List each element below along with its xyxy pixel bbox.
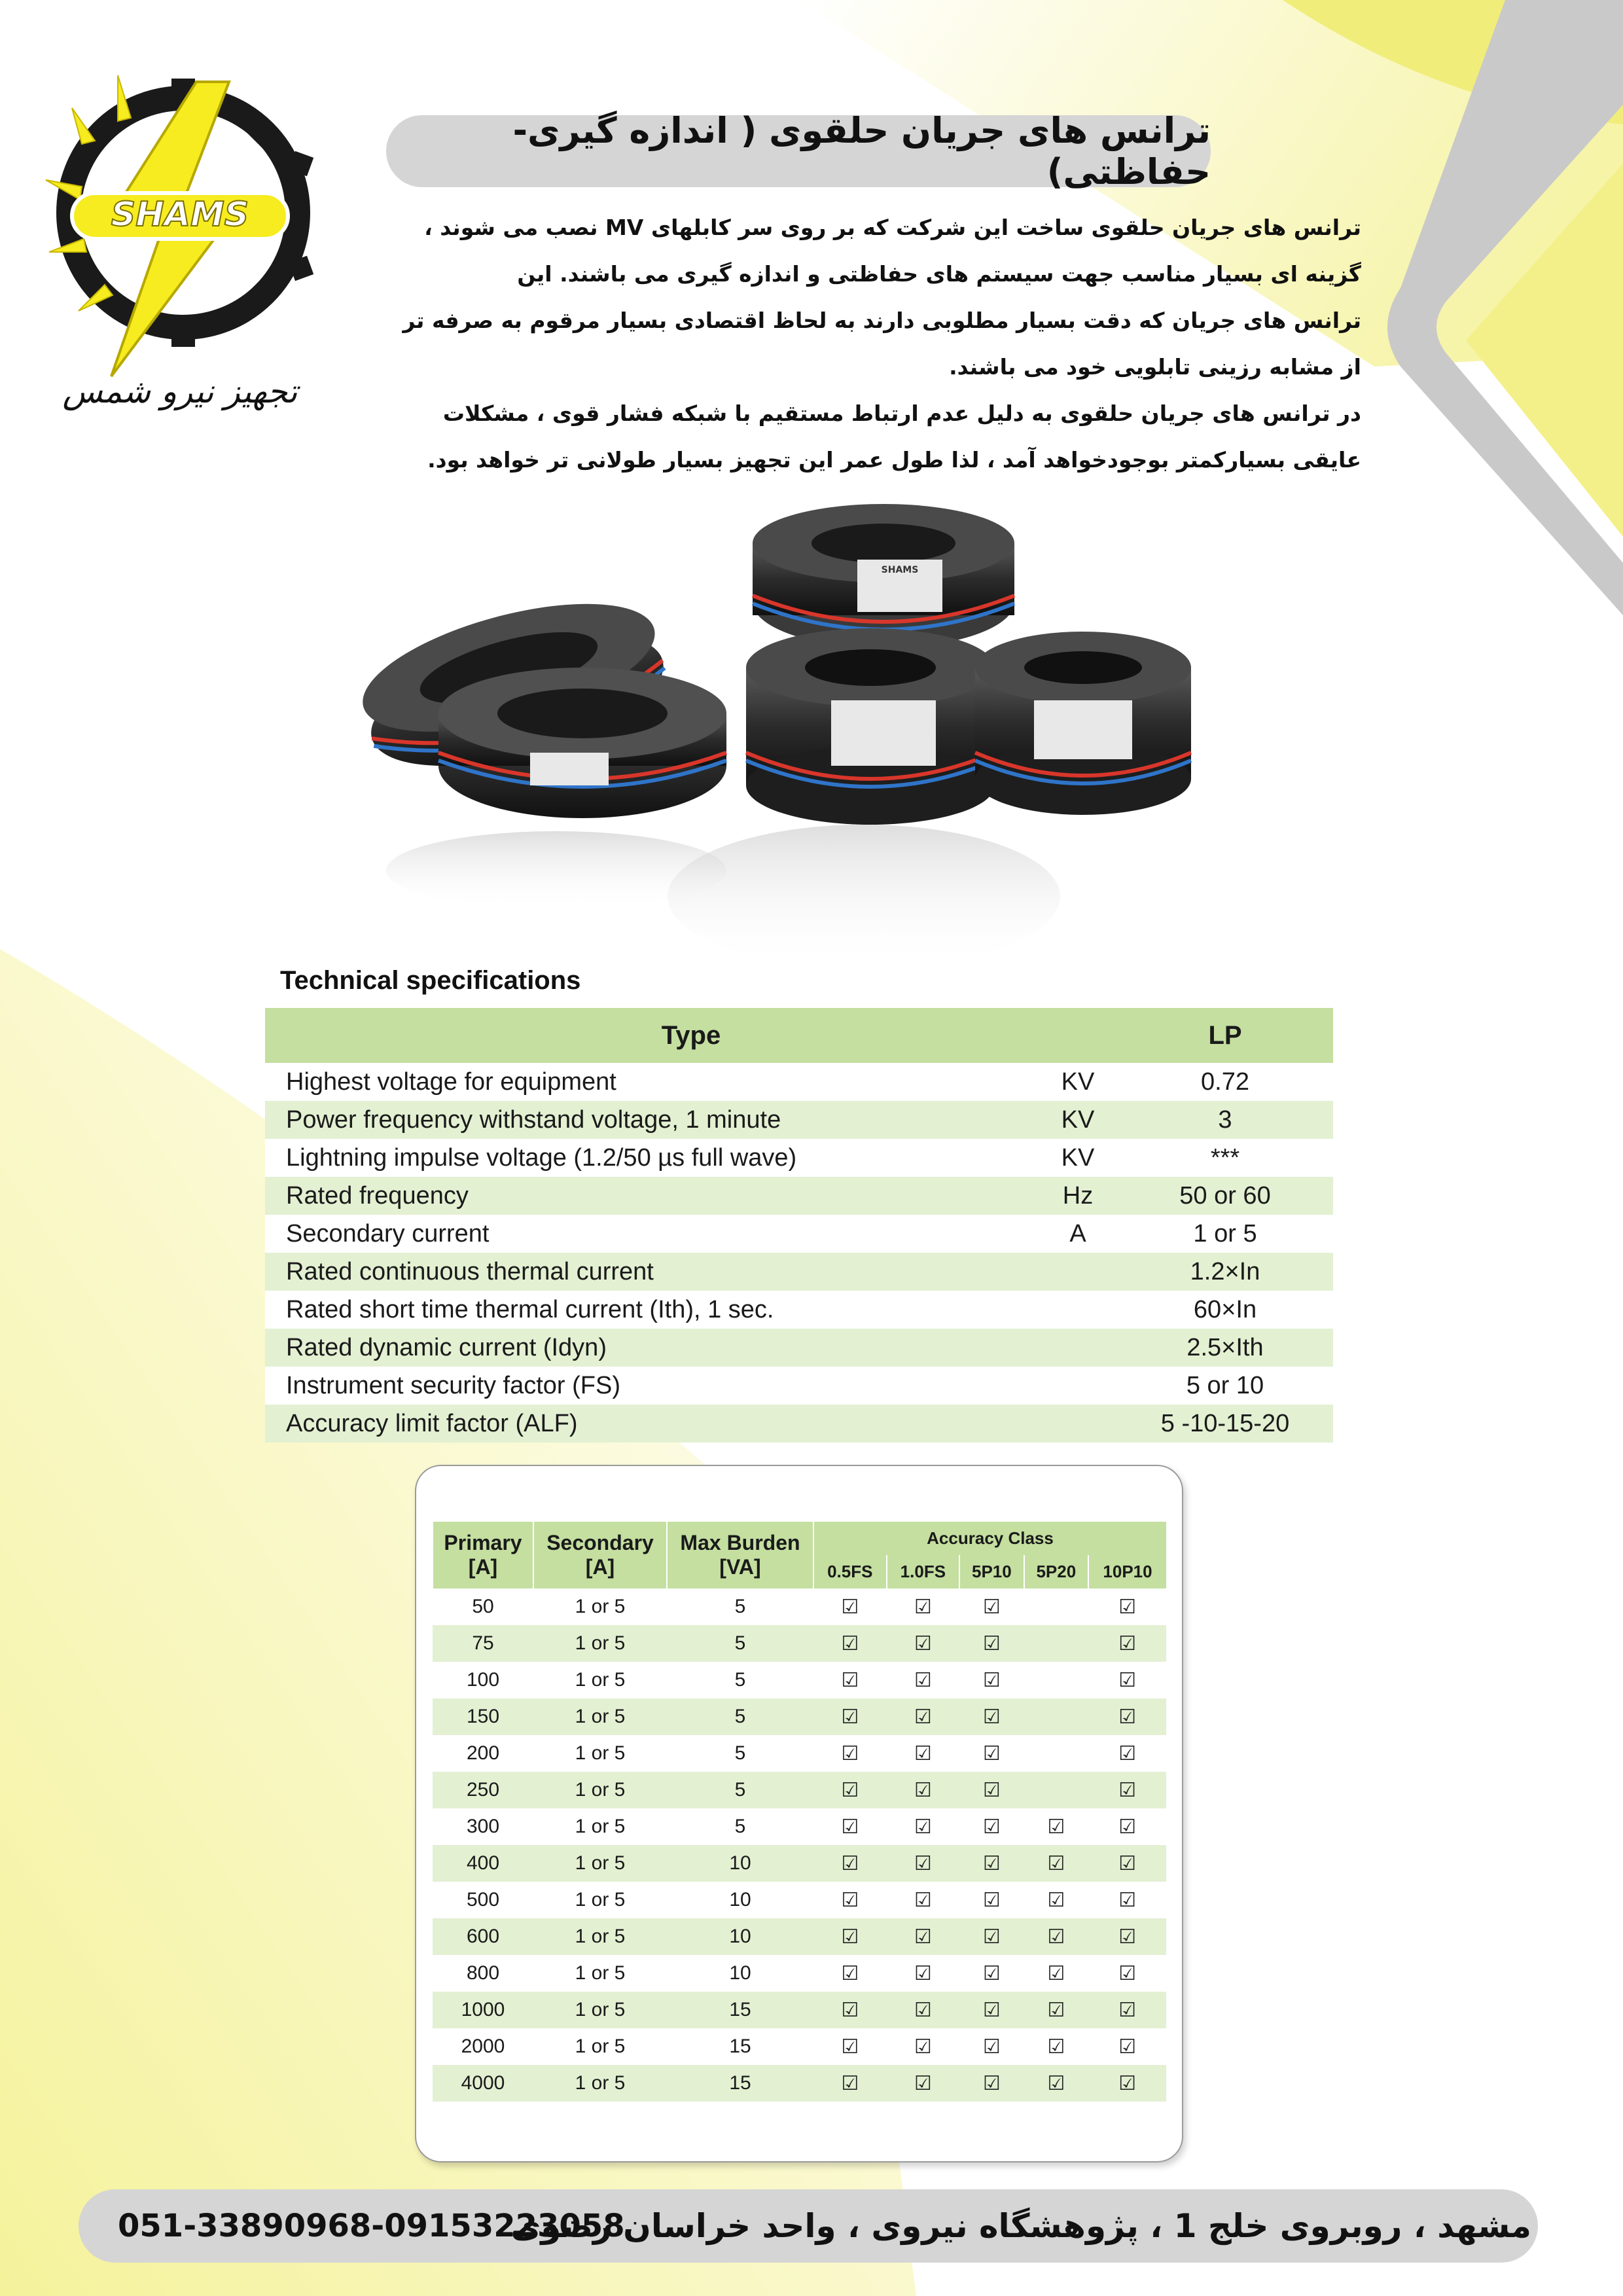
logo-persian-name: تجهیز نیرو شمس — [62, 372, 298, 410]
checkbox-checked-icon: ☑ — [841, 1705, 859, 1729]
spec-value: *** — [1117, 1139, 1333, 1177]
checkbox-checked-icon: ☑ — [841, 1632, 859, 1655]
checkbox-checked-icon: ☑ — [1118, 1632, 1136, 1655]
checkbox-checked-icon: ☑ — [1118, 2072, 1136, 2095]
cell-class-check — [1024, 1772, 1088, 1808]
spec-name: Rated continuous thermal current — [265, 1253, 1039, 1291]
checkbox-checked-icon: ☑ — [914, 1925, 932, 1948]
cell-secondary: 1 or 5 — [533, 1845, 667, 1882]
spec-row — [265, 1177, 1333, 1215]
cell-class-check — [1088, 1772, 1166, 1808]
spec-name: Highest voltage for equipment — [265, 1063, 1039, 1101]
accuracy-row — [433, 1662, 1166, 1698]
logo-brand-text: SHAMS — [111, 195, 249, 234]
cell-burden: 5 — [667, 1588, 813, 1625]
checkbox-checked-icon: ☑ — [982, 1925, 1001, 1948]
checkbox-checked-icon: ☑ — [1118, 1778, 1136, 1802]
cell-class-check — [887, 1918, 960, 1955]
brand-banner — [72, 193, 288, 239]
ct-coil-1 — [753, 504, 1014, 648]
cell-secondary: 1 or 5 — [533, 1588, 667, 1625]
cell-primary: 200 — [433, 1735, 533, 1772]
checkbox-checked-icon: ☑ — [1118, 2035, 1136, 2058]
cell-class-check — [959, 1808, 1024, 1845]
header-burden — [667, 1522, 813, 1588]
cell-class-check — [1088, 2028, 1166, 2065]
footer-phone: 051-33890968-09153223058 — [118, 2208, 625, 2244]
cell-primary: 4000 — [433, 2065, 533, 2102]
cell-primary: 600 — [433, 1918, 533, 1955]
svg-text:SHAMS: SHAMS — [881, 565, 919, 575]
accuracy-row — [433, 1808, 1166, 1845]
checkbox-checked-icon: ☑ — [1118, 1815, 1136, 1839]
shams-logo — [33, 62, 321, 429]
cell-class-check — [1024, 1882, 1088, 1918]
accuracy-row — [433, 1698, 1166, 1735]
spec-unit: KV — [1039, 1101, 1117, 1139]
cell-class-check — [1088, 2065, 1166, 2102]
checkbox-checked-icon: ☑ — [982, 1742, 1001, 1765]
cell-class-check — [1024, 2065, 1088, 2102]
cell-burden: 15 — [667, 2065, 813, 2102]
cell-class-check — [1024, 2028, 1088, 2065]
checkbox-checked-icon: ☑ — [1118, 1962, 1136, 1985]
cell-class-check — [1024, 1698, 1088, 1735]
cell-burden: 10 — [667, 1845, 813, 1882]
spec-row — [265, 1215, 1333, 1253]
checkbox-checked-icon: ☑ — [914, 1595, 932, 1619]
accuracy-row — [433, 1992, 1166, 2028]
checkbox-checked-icon: ☑ — [841, 2035, 859, 2058]
cell-class-check — [887, 2028, 960, 2065]
cell-burden: 10 — [667, 1882, 813, 1918]
cell-primary: 50 — [433, 1588, 533, 1625]
header-secondary-label: Secondary — [546, 1531, 654, 1554]
cell-class-check — [1088, 1662, 1166, 1698]
header-accuracy-class: Accuracy Class — [813, 1522, 1166, 1555]
intro-line: در ترانس های جریان حلقوی به دلیل عدم ارتباط مستقیم با شبکه فشار قوی ، مشکلات — [442, 401, 1361, 426]
spec-value: 3 — [1117, 1101, 1333, 1139]
checkbox-checked-icon: ☑ — [914, 2072, 932, 2095]
intro-line: از مشابه رزینی تابلویی خود می باشند. — [949, 354, 1361, 380]
cell-secondary: 1 or 5 — [533, 1625, 667, 1662]
cell-secondary: 1 or 5 — [533, 2028, 667, 2065]
checkbox-checked-icon: ☑ — [982, 1888, 1001, 1912]
spec-value: 1 or 5 — [1117, 1215, 1333, 1253]
cell-class-check — [887, 1772, 960, 1808]
spec-body — [265, 1063, 1333, 1443]
cell-class-check — [959, 2028, 1024, 2065]
spec-unit — [1039, 1367, 1117, 1405]
cell-class-check — [1088, 1588, 1166, 1625]
cell-burden: 5 — [667, 1808, 813, 1845]
cell-class-check — [1024, 1992, 1088, 2028]
checkbox-checked-icon: ☑ — [841, 1778, 859, 1802]
cell-primary: 75 — [433, 1625, 533, 1662]
spec-name: Rated dynamic current (Idyn) — [265, 1329, 1039, 1367]
checkbox-checked-icon: ☑ — [914, 1998, 932, 2022]
cell-burden: 5 — [667, 1698, 813, 1735]
checkbox-checked-icon: ☑ — [841, 1852, 859, 1875]
checkbox-checked-icon: ☑ — [1047, 2035, 1065, 2058]
checkbox-checked-icon: ☑ — [1047, 1888, 1065, 1912]
cell-burden: 10 — [667, 1918, 813, 1955]
checkbox-checked-icon: ☑ — [982, 2072, 1001, 2095]
checkbox-checked-icon: ☑ — [1118, 1925, 1136, 1948]
spec-value: 60×In — [1117, 1291, 1333, 1329]
checkbox-checked-icon: ☑ — [841, 1595, 859, 1619]
cell-primary: 2000 — [433, 2028, 533, 2065]
cell-primary: 250 — [433, 1772, 533, 1808]
cell-primary: 150 — [433, 1698, 533, 1735]
cell-class-check — [887, 1625, 960, 1662]
checkbox-checked-icon: ☑ — [1118, 1998, 1136, 2022]
checkbox-checked-icon: ☑ — [1047, 1998, 1065, 2022]
cell-class-check — [887, 1955, 960, 1992]
cell-secondary: 1 or 5 — [533, 2065, 667, 2102]
cell-primary: 500 — [433, 1882, 533, 1918]
spec-name: Lightning impulse voltage (1.2/50 µs full wave) — [265, 1139, 1039, 1177]
footer-address: مشهد ، روبروی خلج 1 ، پژوهشگاه نیروی ، واحد خراسان رضوی — [510, 2207, 1531, 2245]
cell-class-check — [813, 1882, 887, 1918]
checkbox-checked-icon: ☑ — [914, 1632, 932, 1655]
checkbox-checked-icon: ☑ — [914, 1742, 932, 1765]
cell-class-check — [1024, 1735, 1088, 1772]
cell-class-check — [887, 1698, 960, 1735]
checkbox-checked-icon: ☑ — [982, 1778, 1001, 1802]
checkbox-checked-icon: ☑ — [982, 1632, 1001, 1655]
cell-class-check — [1088, 1882, 1166, 1918]
spec-name: Secondary current — [265, 1215, 1039, 1253]
spec-unit — [1039, 1329, 1117, 1367]
header-primary — [433, 1522, 533, 1588]
cell-class-check — [959, 1662, 1024, 1698]
spec-row — [265, 1329, 1333, 1367]
checkbox-checked-icon: ☑ — [1118, 1668, 1136, 1692]
cell-class-check — [887, 1662, 960, 1698]
header-secondary — [533, 1522, 667, 1588]
cell-burden: 5 — [667, 1772, 813, 1808]
cell-burden: 10 — [667, 1955, 813, 1992]
cell-class-check — [1024, 1808, 1088, 1845]
spec-row — [265, 1101, 1333, 1139]
cell-class-check — [813, 1662, 887, 1698]
intro-line: گزینه ای بسیار مناسب جهت سیستم های حفاظتی و اندازه گیری می باشند. این — [517, 261, 1361, 287]
cell-class-check — [1088, 1845, 1166, 1882]
spec-unit: A — [1039, 1215, 1117, 1253]
cell-secondary: 1 or 5 — [533, 1772, 667, 1808]
cell-class-check — [813, 1625, 887, 1662]
checkbox-checked-icon: ☑ — [982, 1852, 1001, 1875]
accuracy-row — [433, 1918, 1166, 1955]
checkbox-checked-icon: ☑ — [914, 1778, 932, 1802]
cell-class-check — [887, 1882, 960, 1918]
checkbox-checked-icon: ☑ — [1118, 1888, 1136, 1912]
cell-class-check — [959, 1698, 1024, 1735]
checkbox-checked-icon: ☑ — [982, 2035, 1001, 2058]
cell-class-check — [1024, 1625, 1088, 1662]
cell-class-check — [1088, 1918, 1166, 1955]
cell-class-check — [813, 1992, 887, 2028]
spec-value: 5 -10-15-20 — [1117, 1405, 1333, 1443]
cell-burden: 5 — [667, 1662, 813, 1698]
cell-secondary: 1 or 5 — [533, 1662, 667, 1698]
accuracy-row — [433, 1588, 1166, 1625]
cell-class-check — [1024, 1662, 1088, 1698]
page-title — [386, 110, 1211, 192]
cell-burden: 5 — [667, 1735, 813, 1772]
cell-secondary: 1 or 5 — [533, 1992, 667, 2028]
checkbox-checked-icon: ☑ — [914, 1888, 932, 1912]
header-primary-unit: [A] — [468, 1555, 498, 1579]
spec-value: 1.2×In — [1117, 1253, 1333, 1291]
header-class-05fs: 0.5FS — [813, 1555, 887, 1588]
cell-class-check — [813, 1588, 887, 1625]
spec-row — [265, 1253, 1333, 1291]
checkbox-checked-icon: ☑ — [1118, 1705, 1136, 1729]
cell-primary: 1000 — [433, 1992, 533, 2028]
page-title-text: ترانس های جریان حلقوی ( اندازه گیری- حفاظتی) — [512, 110, 1211, 192]
cell-class-check — [1088, 1735, 1166, 1772]
checkbox-checked-icon: ☑ — [841, 1815, 859, 1839]
cell-class-check — [959, 1625, 1024, 1662]
cell-class-check — [959, 1918, 1024, 1955]
checkbox-checked-icon: ☑ — [841, 1888, 859, 1912]
spec-table — [265, 1008, 1333, 1443]
cell-class-check — [959, 1955, 1024, 1992]
cell-class-check — [959, 1882, 1024, 1918]
cell-burden: 15 — [667, 2028, 813, 2065]
checkbox-checked-icon: ☑ — [841, 1998, 859, 2022]
checkbox-checked-icon: ☑ — [982, 1962, 1001, 1985]
ct-coil-5 — [975, 632, 1191, 815]
accuracy-body — [433, 1588, 1166, 2102]
spec-value: 50 or 60 — [1117, 1177, 1333, 1215]
cell-class-check — [1024, 1918, 1088, 1955]
checkbox-checked-icon: ☑ — [914, 1705, 932, 1729]
cell-class-check — [1024, 1955, 1088, 1992]
spec-row — [265, 1063, 1333, 1101]
accuracy-header-row — [433, 1522, 1166, 1555]
cell-class-check — [1088, 1625, 1166, 1662]
spec-name: Power frequency withstand voltage, 1 minute — [265, 1101, 1039, 1139]
accuracy-row — [433, 1625, 1166, 1662]
spec-row — [265, 1367, 1333, 1405]
spec-row — [265, 1139, 1333, 1177]
cell-class-check — [887, 1588, 960, 1625]
cell-class-check — [813, 1808, 887, 1845]
checkbox-checked-icon: ☑ — [1047, 1852, 1065, 1875]
spec-name: Rated frequency — [265, 1177, 1039, 1215]
checkbox-checked-icon: ☑ — [841, 1742, 859, 1765]
checkbox-checked-icon: ☑ — [982, 1595, 1001, 1619]
checkbox-checked-icon: ☑ — [841, 1668, 859, 1692]
cell-class-check — [1024, 1845, 1088, 1882]
checkbox-checked-icon: ☑ — [982, 1998, 1001, 2022]
cell-class-check — [1088, 1698, 1166, 1735]
spec-value: 5 or 10 — [1117, 1367, 1333, 1405]
cell-burden: 5 — [667, 1625, 813, 1662]
cell-secondary: 1 or 5 — [533, 1808, 667, 1845]
accuracy-row — [433, 1882, 1166, 1918]
cell-secondary: 1 or 5 — [533, 1735, 667, 1772]
checkbox-checked-icon: ☑ — [914, 1668, 932, 1692]
checkbox-checked-icon: ☑ — [841, 2072, 859, 2095]
checkbox-checked-icon: ☑ — [1047, 1815, 1065, 1839]
cell-class-check — [813, 2065, 887, 2102]
accuracy-row — [433, 1735, 1166, 1772]
accuracy-row — [433, 1955, 1166, 1992]
accuracy-table — [432, 1522, 1166, 2102]
cell-primary: 100 — [433, 1662, 533, 1698]
cell-class-check — [813, 2028, 887, 2065]
cell-secondary: 1 or 5 — [533, 1955, 667, 1992]
checkbox-checked-icon: ☑ — [914, 2035, 932, 2058]
header-class-5p20: 5P20 — [1024, 1555, 1088, 1588]
cell-class-check — [959, 1588, 1024, 1625]
spec-value: 2.5×Ith — [1117, 1329, 1333, 1367]
spec-value: 0.72 — [1117, 1063, 1333, 1101]
cell-class-check — [813, 1918, 887, 1955]
cell-class-check — [887, 1992, 960, 2028]
checkbox-checked-icon: ☑ — [1047, 2072, 1065, 2095]
cell-burden: 15 — [667, 1992, 813, 2028]
checkbox-checked-icon: ☑ — [1118, 1852, 1136, 1875]
checkbox-checked-icon: ☑ — [1047, 1962, 1065, 1985]
spec-header-row — [265, 1008, 1333, 1063]
intro-paragraph — [327, 204, 1361, 483]
cell-class-check — [887, 2065, 960, 2102]
cell-class-check — [813, 1772, 887, 1808]
cell-class-check — [959, 1845, 1024, 1882]
spec-row — [265, 1291, 1333, 1329]
checkbox-checked-icon: ☑ — [1047, 1925, 1065, 1948]
intro-line: عایقی بسیارکمتر بوجودخواهد آمد ، لذا طول عمر این تجهیز بسیار طولانی تر خواهد بود. — [427, 447, 1361, 473]
cell-class-check — [813, 1955, 887, 1992]
spec-name: Rated short time thermal current (Ith), 1 sec. — [265, 1291, 1039, 1329]
cell-primary: 300 — [433, 1808, 533, 1845]
cell-class-check — [1088, 1808, 1166, 1845]
ct-coil-4 — [746, 628, 995, 825]
checkbox-checked-icon: ☑ — [1118, 1595, 1136, 1619]
cell-class-check — [887, 1808, 960, 1845]
spec-unit — [1039, 1405, 1117, 1443]
cell-class-check — [959, 1992, 1024, 2028]
spec-header-type: Type — [265, 1008, 1117, 1063]
spec-unit — [1039, 1291, 1117, 1329]
ct-coil-3 — [438, 668, 726, 818]
spec-unit: KV — [1039, 1063, 1117, 1101]
checkbox-checked-icon: ☑ — [914, 1815, 932, 1839]
spec-unit — [1039, 1253, 1117, 1291]
intro-line: ترانس های جریان حلقوی ساخت این شرکت که بر روی سر کابلهای MV نصب می شوند ، — [424, 215, 1361, 240]
cell-class-check — [959, 1735, 1024, 1772]
cell-primary: 800 — [433, 1955, 533, 1992]
spec-name: Instrument security factor (FS) — [265, 1367, 1039, 1405]
checkbox-checked-icon: ☑ — [1118, 1742, 1136, 1765]
intro-line: ترانس های جریان که دقت بسیار مطلوبی دارند به لحاظ اقتصادی بسیار مرقوم به صرفه تر — [402, 308, 1361, 333]
cell-primary: 400 — [433, 1845, 533, 1882]
product-photo — [327, 504, 1230, 975]
cell-class-check — [813, 1698, 887, 1735]
spec-row — [265, 1405, 1333, 1443]
header-burden-unit: [VA] — [719, 1555, 761, 1579]
header-primary-label: Primary — [444, 1531, 522, 1554]
spec-heading: Technical specifications — [280, 966, 581, 995]
cell-class-check — [813, 1845, 887, 1882]
spec-header-value: LP — [1117, 1008, 1333, 1063]
header-burden-label: Max Burden — [680, 1531, 800, 1554]
accuracy-row — [433, 1772, 1166, 1808]
checkbox-checked-icon: ☑ — [841, 1925, 859, 1948]
cell-secondary: 1 or 5 — [533, 1882, 667, 1918]
cell-class-check — [959, 2065, 1024, 2102]
cell-class-check — [959, 1772, 1024, 1808]
spec-name: Accuracy limit factor (ALF) — [265, 1405, 1039, 1443]
checkbox-checked-icon: ☑ — [982, 1815, 1001, 1839]
checkbox-checked-icon: ☑ — [982, 1668, 1001, 1692]
cell-secondary: 1 or 5 — [533, 1698, 667, 1735]
accuracy-row — [433, 2065, 1166, 2102]
cell-class-check — [1024, 1588, 1088, 1625]
accuracy-row — [433, 2028, 1166, 2065]
spec-unit: KV — [1039, 1139, 1117, 1177]
checkbox-checked-icon: ☑ — [914, 1852, 932, 1875]
cell-class-check — [887, 1735, 960, 1772]
cell-class-check — [1088, 1955, 1166, 1992]
header-class-10p10: 10P10 — [1088, 1555, 1166, 1588]
accuracy-row — [433, 1845, 1166, 1882]
cell-secondary: 1 or 5 — [533, 1918, 667, 1955]
checkbox-checked-icon: ☑ — [841, 1962, 859, 1985]
cell-class-check — [887, 1845, 960, 1882]
cell-class-check — [813, 1735, 887, 1772]
header-secondary-unit: [A] — [585, 1555, 615, 1579]
checkbox-checked-icon: ☑ — [914, 1962, 932, 1985]
spec-unit: Hz — [1039, 1177, 1117, 1215]
header-class-10fs: 1.0FS — [887, 1555, 960, 1588]
cell-class-check — [1088, 1992, 1166, 2028]
header-class-5p10: 5P10 — [959, 1555, 1024, 1588]
checkbox-checked-icon: ☑ — [982, 1705, 1001, 1729]
